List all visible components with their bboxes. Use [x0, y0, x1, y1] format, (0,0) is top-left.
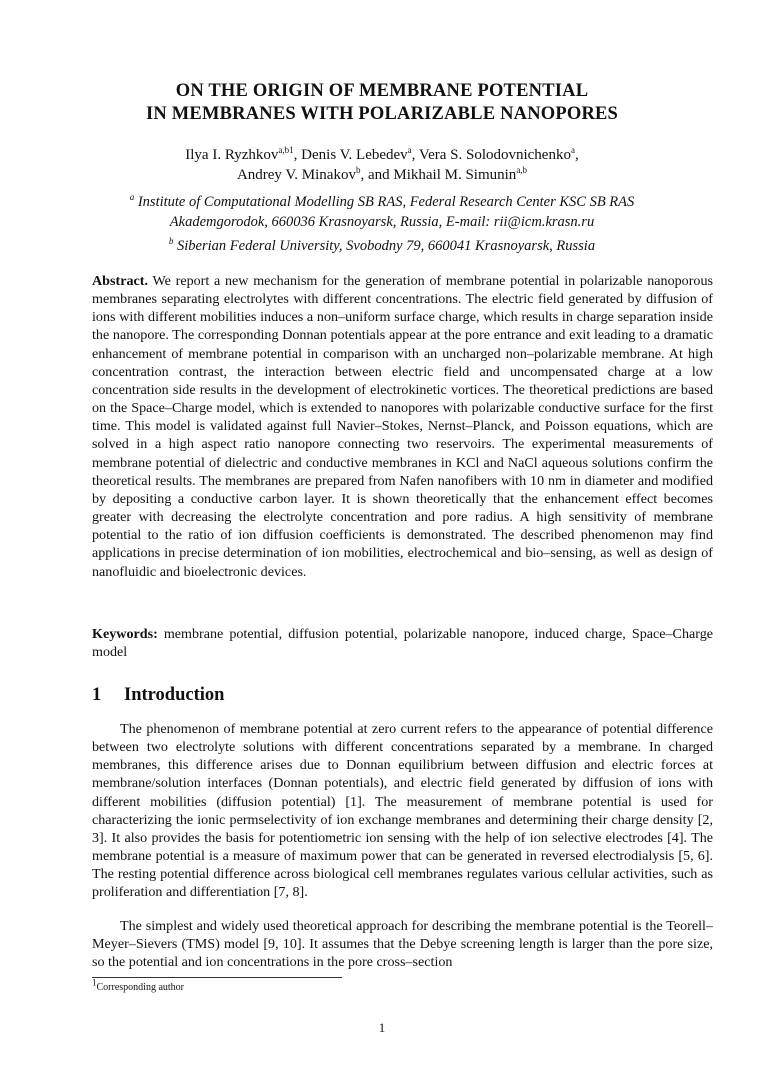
- abstract: [92, 272, 713, 581]
- affiliation-b-line-1: [80, 236, 684, 256]
- author-name: , and Mikhail M. Simunin: [360, 167, 517, 183]
- author-affiliation-mark: a,b: [516, 165, 528, 175]
- footnote-text: Corresponding author: [96, 982, 184, 993]
- author-name: , Denis V. Lebedev: [293, 147, 408, 163]
- author-affiliation-mark: a: [407, 145, 412, 155]
- affiliation-mark: b: [168, 236, 174, 247]
- keywords-text: membrane potential, diffusion potential, polarizable nanopore, induced charge, Space–Charge model: [92, 626, 714, 661]
- author-line-2: [0, 165, 764, 185]
- body-paragraph: The phenomenon of membrane potential at zero current refers to the appearance of potential difference between two electrolyte solutions with different concentrations separated by a membrane. In charged membranes, this difference arises due to Donnan equilibrium between diffusion and electric forces at membrane/solution interfaces (Donnan potentials), and electric field generated by diffusion of ions with different mobilities (diffusion potential) [1]. The measurement of membrane potential is used for characterizing the ionic permselectivity of ion exchange membranes and determining their charge density [2, 3]. It also provides the basis for potentiometric ion sensing with the help of ion selective electrodes [4]. The membrane potential is a measure of maximum power that can be generated in reversed electrodialysis [5, 6]. The resting potential difference across biological cell membranes regulates various cellular activities, such as proliferation and differentiation [7, 8].: [92, 721, 713, 901]
- author-line-1: [0, 145, 764, 165]
- section-number: 1: [92, 685, 102, 705]
- affiliation-a-line-2: Akademgorodok, 660036 Krasnoyarsk, Russia, E-mail: rii@icm.krasn.ru: [169, 214, 595, 230]
- author-name: , Vera S. Solodovnichenko: [411, 147, 571, 163]
- author-separator: ,: [574, 147, 579, 163]
- section-title: Introduction: [124, 685, 225, 705]
- author-list: [0, 145, 764, 185]
- abstract-label: Abstract.: [92, 273, 148, 289]
- page-number: 1: [378, 1020, 386, 1035]
- author-name: Andrey V. Minakov: [236, 167, 356, 183]
- footnote-mark: 1: [92, 977, 97, 988]
- keywords-label: Keywords:: [92, 626, 158, 642]
- paper-title: [0, 80, 764, 126]
- title-line-1: ON THE ORIGIN OF MEMBRANE POTENTIAL: [175, 81, 589, 101]
- footnote-divider: [92, 977, 342, 978]
- author-affiliation-mark: b: [355, 165, 361, 175]
- affiliation-mark: a: [129, 192, 135, 203]
- affiliation-text: Siberian Federal University, Svobodny 79, 660041 Krasnoyarsk, Russia: [177, 238, 596, 254]
- affiliation-a-line-1: [80, 192, 684, 212]
- keywords: [92, 625, 713, 662]
- affiliation-text: Institute of Computational Modelling SB RAS, Federal Research Center KSC SB RAS: [137, 194, 635, 210]
- author-affiliation-mark: a: [570, 145, 575, 155]
- body-paragraph: The simplest and widely used theoretical approach for describing the membrane potential is the Teorell–Meyer–Sievers (TMS) model [9, 10]. It assumes that the Debye screening length is larger than the pore size, so the potential and ion concentrations in the pore cross–section: [92, 918, 713, 971]
- abstract-text: We report a new mechanism for the generation of membrane potential in polarizable nanoporous membranes separating electrolytes with different concentrations. The electric field generated by diffusion of ions with different mobilities induces a non–uniform surface charge, which results in charge separation inside the nanopore. The corresponding Donnan potentials appear at the pore entrance and exit leading to a dramatic enhancement of membrane potential in comparison with an uncharged non–polarizable membrane. At high concentration contrast, the interaction between electric field and uncompensated charge at a low concentration side results in the development of electrokinetic vortices. The theoretical predictions are based on the Space–Charge model, which is extended to nanopores with polarizable conductive surface for the first time. This model is validated against full Navier–Stokes, Nernst–Planck, and Poisson equations, which are solved in a high aspect ratio nanopore connecting two reservoirs. The experimental measurements of membrane potential of dielectric and conductive membranes in KCl and NaCl aqueous solutions confirm the theoretical results. The membranes are prepared from Nafen nanofibers with 10 nm in diameter and modified by depositing a conductive carbon layer. It is shown theoretically that the enhancement effect becomes greater with decreasing the electrolyte concentration and pore radius. A high sensitivity of membrane potential to the ratio of ion diffusion coefficients is demonstrated. The described phenomenon may find applications in precise determination of ion mobilities, electrochemical and bio–sensing, as well as design of nanofluidic and bioelectronic devices.: [92, 273, 713, 580]
- author-affiliation-mark: a,b1: [278, 145, 294, 155]
- affiliation-b: [80, 236, 684, 256]
- footnote: [92, 977, 492, 994]
- section-heading: [92, 684, 224, 706]
- affiliation-a: [80, 192, 684, 232]
- author-name: Ilya I. Ryzhkov: [185, 147, 279, 163]
- title-line-2: IN MEMBRANES WITH POLARIZABLE NANOPORES: [145, 104, 619, 124]
